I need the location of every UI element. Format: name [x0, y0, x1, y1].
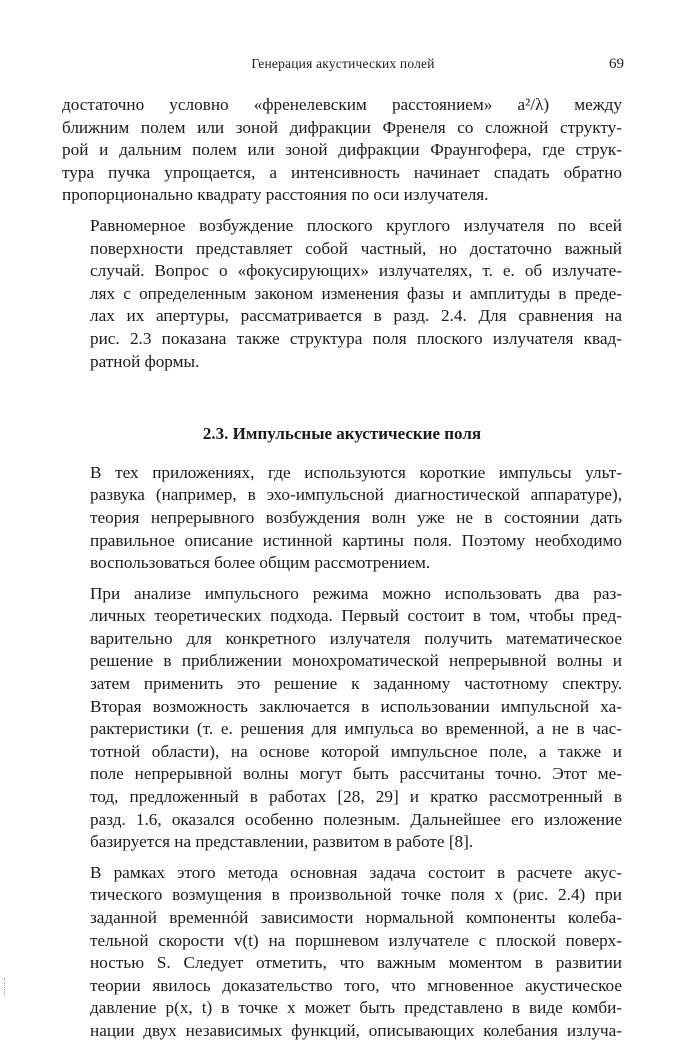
- text-line: тического возмущения в произвольной точке поля x (рис. 2.4) при: [90, 885, 622, 905]
- text-line: давление p(x, t) в точке x может быть представлено в виде комби-: [90, 998, 622, 1018]
- page-number: 69: [609, 56, 624, 72]
- running-title: Генерация акустических полей: [251, 56, 435, 71]
- text-line: разд. 1.6, оказался особенно полезным. Дальнейшее его изложение: [90, 809, 622, 829]
- section-heading: 2.3. Импульсные акустические поля: [202, 424, 482, 444]
- text-line: тотной области), на основе которой импульсное поле, а также и: [90, 741, 622, 761]
- text-line: воспользоваться более общим рассмотрением.: [90, 553, 431, 573]
- scan-artifact: [4, 978, 7, 996]
- text-line: В тех приложениях, где используются короткие импульсы ульт-: [90, 462, 622, 482]
- text-line: Вторая возможность заключается в использовании импульсной ха-: [90, 696, 622, 716]
- text-line: При анализе импульсного режима можно использовать два раз-: [90, 583, 622, 603]
- text-line: пропорционально квадрату расстояния по оси излучателя.: [62, 185, 489, 205]
- text-line: варительно для конкретного излучателя получить математическое: [90, 628, 622, 648]
- paragraph-2: [62, 215, 622, 373]
- text-line: достаточно условно «френелевским расстоянием» a²/λ) между: [62, 95, 622, 114]
- text-line: правильное описание истинной картины поля. Поэтому необходимо: [90, 530, 622, 550]
- running-header: [62, 56, 624, 76]
- text-line: затем применить это решение к заданному частотному спектру.: [90, 674, 622, 694]
- text-line: ностью S. Следует отметить, что важным моментом в развитии: [90, 953, 622, 973]
- text-line: случай. Вопрос о «фокусирующих» излучателях, т. е. об излучате-: [90, 261, 622, 281]
- text-line: заданной временнóй зависимости нормальной компоненты колеба-: [90, 908, 622, 927]
- text-line: тельной скорости v(t) на поршневом излучателе с плоской поверх-: [90, 930, 622, 950]
- text-line: базируется на представлении, развитом в работе [8].: [90, 832, 474, 852]
- text-line: развука (например, в эхо-импульсной диагностической аппаратуре),: [90, 485, 622, 505]
- text-line: В рамках этого метода основная задача состоит в расчете акус-: [90, 862, 622, 882]
- text-line: лях с определенным законом изменения фазы и амплитуды в преде-: [90, 283, 622, 303]
- text-line: теории явилось доказательство того, что мгновенное акустическое: [90, 975, 622, 995]
- text-line: тод, предложенный в работах [28, 29] и кратко рассмотренный в: [90, 787, 622, 807]
- text-line: решение в приближении монохроматической непрерывной волны и: [90, 651, 622, 671]
- paragraph-4: [62, 583, 622, 854]
- text-line: рактеристики (т. е. решения для импульса во временной, а не в час-: [90, 719, 622, 739]
- text-line: лах их апертуры, рассматривается в разд. 2.4. Для сравнения на: [90, 306, 622, 326]
- paragraph-5: [62, 862, 622, 1043]
- text-line: рис. 2.3 показана также структура поля плоского излучателя квад-: [90, 328, 622, 348]
- text-line: теория непрерывного возбуждения волн уже не в состоянии дать: [90, 507, 622, 527]
- text-line: Равномерное возбуждение плоского круглого излучателя по всей: [90, 215, 622, 235]
- text-line: личных теоретических подхода. Первый состоит в том, чтобы пред-: [90, 606, 622, 626]
- paragraph-3: [62, 462, 622, 575]
- body-text: [62, 94, 622, 1043]
- text-line: ратной формы.: [90, 351, 200, 371]
- paragraph-1: [62, 94, 622, 207]
- text-line: рой и дальним полем или зоной дифракции Фраунгофера, где струк-: [62, 140, 622, 160]
- text-line: поле непрерывной волны могут быть рассчитаны точно. Этот ме-: [90, 764, 622, 784]
- text-line: нации двух независимых функций, описывающих колебания излуча-: [90, 1020, 622, 1040]
- text-line: тура пучка упрощается, а интенсивность начинает спадать обратно: [62, 162, 622, 182]
- text-line: поверхности представляет собой частный, но достаточно важный: [90, 238, 622, 258]
- text-line: ближним полем или зоной дифракции Френеля со сложной структу-: [62, 117, 622, 137]
